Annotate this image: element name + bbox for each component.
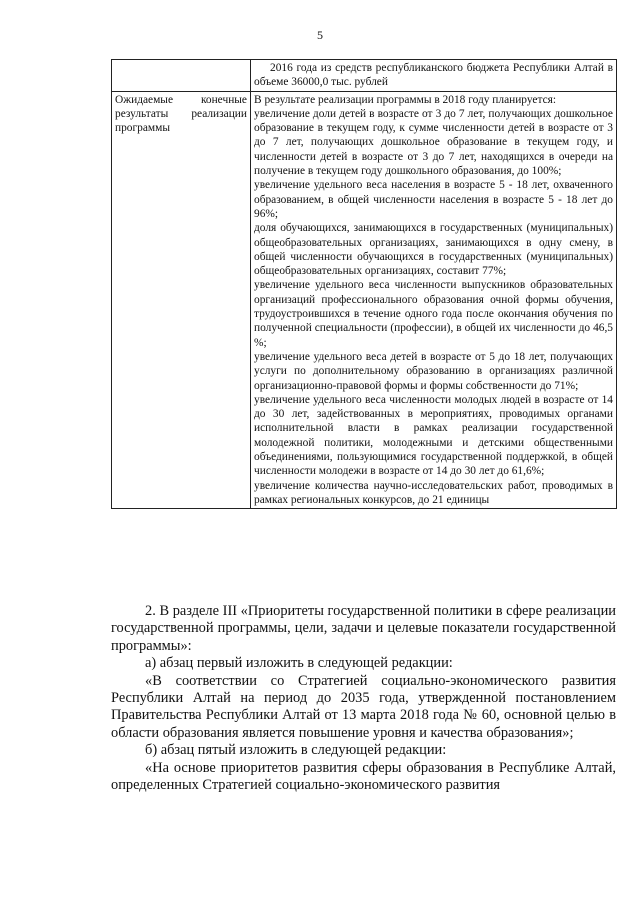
body-paragraph: «В соответствии со Стратегией социально-экономического развития Республики Алтай на период до 2035 года, утвержденной постановлением Правительства Республики Алтай от 13 марта 2018 года № 60, основной целью в области образования является повышение уровня и качества образования»; xyxy=(111,672,616,741)
result-item: увеличение доли детей в возрасте от 3 до 7 лет, получающих дошкольное образование в текущем году, к сумме численности детей в возрасте от 3 до 7 лет, получающих дошкольное образование в текущем году, и численности детей в возрасте от 3 до 7 лет, находящихся в очереди на получение в текущем году дошкольного образования, до 100%; xyxy=(254,107,613,178)
body-paragraph: б) абзац пятый изложить в следующей редакции: xyxy=(145,742,447,759)
page-number: 5 xyxy=(317,28,323,42)
body-paragraph: «На основе приоритетов развития сферы образования в Республике Алтай, определенных Стратегией социально-экономического развития xyxy=(111,759,616,794)
body-paragraph: а) абзац первый изложить в следующей редакции: xyxy=(145,655,453,672)
row-label: Ожидаемые конечные результаты реализации программы xyxy=(115,93,247,135)
result-item: доля обучающихся, занимающихся в государственных (муниципальных) общеобразовательных организациях, занимающихся в одну смену, в общей численности обучающихся в государственных (муниципальных) общеобразовательных организациях, составит 77%; xyxy=(254,222,613,278)
result-item: увеличение удельного веса численности выпускников образовательных организаций профессионального образования очной формы обучения, трудоустроившихся в течение одного года после окончания обучения по полученной специальности (профессии), в общей их численности до 46,5 %; xyxy=(254,279,613,349)
results-intro: В результате реализации программы в 2018 году планируется: xyxy=(254,93,557,106)
result-item: увеличение удельного веса численности молодых людей в возрасте от 14 до 30 лет, задействованных в мероприятиях, проводимых органами исполнительной власти в рамках реализации государственной молодежной политики, молодежными и детскими общественными объединениями, пользующимися государственной поддержкой, в общей численности молодежи в возрасте от 14 до 30 лет до 61,6%; xyxy=(254,393,613,478)
table-cell-results xyxy=(251,91,617,509)
body-paragraph: 2. В разделе III «Приоритеты государственной политики в сфере реализации государственной программы, цели, задачи и целевые показатели государственной программы»: xyxy=(111,603,616,654)
document-body xyxy=(111,603,616,794)
result-item: увеличение удельного веса детей в возрасте от 5 до 18 лет, получающих услуги по дополнительному образованию в организациях различной организационно-правовой формы и формы собственности до 71%; xyxy=(254,350,613,392)
table-cell-label xyxy=(112,91,251,509)
table-cell-continuation: 2016 года из средств республиканского бюджета Республики Алтай в объеме 36000,0 тыс. рублей xyxy=(251,60,617,92)
table-row-expected-results xyxy=(112,91,617,509)
table-row-continuation xyxy=(112,60,617,92)
result-item: увеличение удельного веса населения в возрасте 5 - 18 лет, охваченного образованием, в общей численности населения в возрасте 5 - 18 лет до 96%; xyxy=(254,179,613,220)
result-item: увеличение количества научно-исследовательских работ, проводимых в рамках региональных конкурсов, до 21 единицы xyxy=(254,479,613,506)
table-cell-empty xyxy=(112,60,251,92)
program-passport-table xyxy=(111,59,617,509)
